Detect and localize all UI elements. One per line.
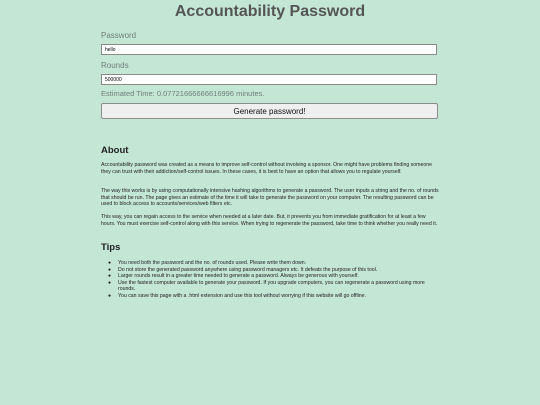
tip-text: You can save this page with a .html extension and use this tool without worrying if this website will go offline.: [118, 292, 366, 299]
tip-text: Use the fastest computer available to generate your password. If you upgrade computers, you can regenerate a password using more rounds.: [118, 279, 425, 293]
generate-password-button[interactable]: Generate password!: [101, 103, 438, 119]
tips-list: [101, 260, 441, 300]
bullet-icon: ●: [108, 266, 112, 273]
tip-text: Larger rounds result in a greater time needed to generate a password. Always be generous with yourself.: [118, 273, 359, 280]
page-title: Accountability Password: [174, 3, 366, 20]
tip-item: [108, 292, 441, 300]
about-paragraph-2: The way this works is by using computationally intensive hashing algorithms to generate a password. The user inputs a string and the no. of rounds that should be run. The page gives an estimate of the time it will take to generate the password on your computer. The resulting password can be used to block access to accounts/services/web filters etc.: [101, 188, 439, 208]
rounds-label: Rounds: [101, 61, 129, 70]
bullet-icon: ●: [108, 292, 112, 299]
bullet-icon: ●: [108, 279, 112, 286]
about-heading: About: [101, 145, 129, 156]
password-input[interactable]: [101, 44, 437, 55]
about-paragraph-3: This way, you can regain access to the service when needed at a later date. But, it prevents you from immediate gratification for at least a few hours. You must exercise self-control along with this service. When trying to regenerate the password, take time to think whether you really need it.: [101, 214, 438, 227]
rounds-input[interactable]: [101, 74, 437, 85]
tip-item: [108, 279, 441, 293]
estimated-time-text: Estimated Time: 0.07721666666616996 minutes.: [101, 89, 265, 98]
tips-heading: Tips: [101, 242, 121, 253]
tip-item: [108, 260, 441, 267]
password-label: Password: [101, 31, 137, 40]
about-paragraph-1: Accountability password was created as a means to improve self-control without involving a sponsor. One might have problems finding someone they can trust with their addiction/self-control issues. In these cases, it is best to have an option that allows you to regulate yourself.: [101, 162, 433, 175]
bullet-icon: ●: [108, 273, 112, 280]
tip-item: [108, 273, 441, 280]
tip-text: Do not store the generated password anywhere using password managers etc. It defeats the purpose of this tool.: [118, 266, 378, 273]
bullet-icon: ●: [108, 260, 112, 266]
tip-text: You need both the password and the no. of rounds used. Please write them down.: [118, 260, 307, 266]
tip-item: [108, 266, 441, 274]
